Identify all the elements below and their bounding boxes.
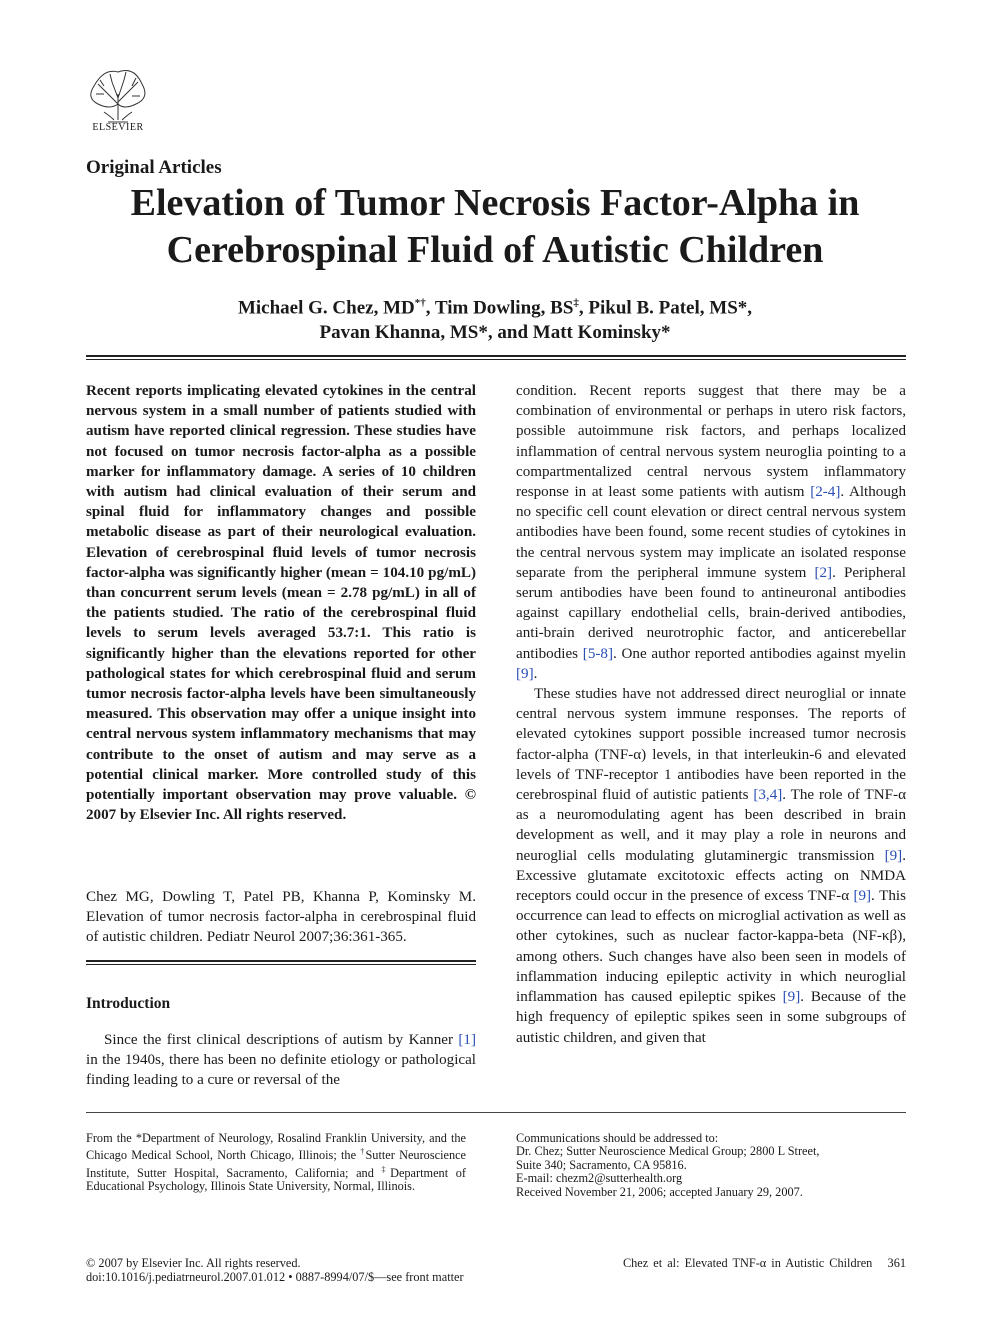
affiliation-mark: † bbox=[360, 1147, 366, 1157]
received-date-line: Received November 21, 2006; accepted January 29, 2007. bbox=[516, 1184, 803, 1199]
abstract-end-rule bbox=[86, 960, 476, 965]
page-number: 361 bbox=[887, 1256, 906, 1270]
author-dowling: , Tim Dowling, BS bbox=[425, 297, 574, 319]
article-title bbox=[60, 180, 930, 274]
section-label: Original Articles bbox=[86, 157, 222, 178]
author-chez: Michael G. Chez, MD bbox=[237, 297, 415, 319]
intro-paragraph: Since the first clinical descriptions of autism by Kanner [1] in the 1940s, there has been no definite etiology or pathological finding leading to a cure or reversal of the bbox=[86, 1032, 476, 1089]
affiliation-mark: *† bbox=[414, 297, 426, 309]
page-footer-left bbox=[86, 1256, 464, 1284]
title-line-2: Cerebrospinal Fluid of Autistic Children bbox=[166, 229, 824, 271]
reference-link[interactable]: [2-4] bbox=[810, 484, 841, 501]
author-patel: , Pikul B. Patel, MS*, bbox=[578, 297, 753, 319]
header-rule bbox=[86, 355, 906, 360]
page-footer-right bbox=[623, 1256, 906, 1270]
correspondence-line: Communications should be addressed to: bbox=[516, 1131, 719, 1145]
doi-line[interactable]: doi:10.1016/j.pediatrneurol.2007.01.012 • 0887-8994/07/$—see front matter bbox=[86, 1270, 464, 1284]
citation-text: Chez MG, Dowling T, Patel PB, Khanna P, Kominsky M. Elevation of tumor necrosis factor-alpha in cerebrospinal fluid of autistic children. Pediatr Neurol 2007;36:361-365. bbox=[86, 889, 476, 946]
reference-link[interactable]: [9] bbox=[853, 888, 872, 905]
affiliations-footnote: From the *Department of Neurology, Rosalind Franklin University, and the Chicago Medical School, North Chicago, Illinois; the †Sutter Neuroscience Institute, Sutter Hospital, Sacramento, California; and ‡Department of Educational Psychology, Illinois State University, Normal, Illinois. bbox=[86, 1131, 467, 1194]
body-paragraph-2: These studies have not addressed direct neuroglial or innate central nervous system immune responses. The reports of elevated cytokines support possible increased tumor necrosis factor-alpha (TNF-α) levels, in that interleukin-6 and elevated levels of TNF-receptor 1 antibodies have been reported in the cerebrospinal fluid of autistic patients [3,4]. The role of TNF-α as a neuromodulating agent has been described in brain development as well, and it may play a role in neurons and neuroglial cells modulating glutaminergic transmission [9]. Excessive glutamate excitotoxic effects acting on NMDA receptors could occur in the presence of excess TNF-α [9]. This occurrence can lead to effects on microglial activation as well as other cytokines, such as nuclear factor-kappa-beta (NF-κβ), among others. Such changes have also been seen in models of inflammation inducing epileptic activity in which neuroglial inflammation has caused epileptic spikes [9]. Because of the high frequency of epileptic spikes seen in some subgroups of autistic children, and given that bbox=[516, 686, 906, 1046]
abstract-text: Recent reports implicating elevated cytokines in the central nervous system in a small number of patients studied with autism have reported clinical regression. These studies have not focused on tumor necrosis factor-alpha as a possible marker for inflammatory damage. A series of 10 children with autism had clinical evaluation of their serum and spinal fluid for inflammatory changes and possible metabolic disease as part of their neurological evaluation. Elevation of cerebrospinal fluid levels of tumor necrosis factor-alpha was significantly higher (mean = 104.10 pg/mL) than concurrent serum levels (mean = 2.78 pg/mL) in all of the patients studied. The ratio of the cerebrospinal fluid levels to serum levels averaged 53.7:1. This ratio is significantly higher than the elevations reported for other pathological states for which cerebrospinal fluid and serum tumor necrosis factor-alpha levels have been simultaneously measured. This observation may offer a unique insight into central nervous system inflammatory mechanisms that may contribute to the onset of autism and may serve as a potential clinical marker. More controlled study of this potentially important observation may prove valuable. © 2007 by Elsevier Inc. All rights reserved. bbox=[86, 383, 476, 824]
abstract bbox=[86, 381, 476, 825]
introduction-heading: Introduction bbox=[86, 995, 171, 1012]
body-right-column bbox=[516, 381, 906, 1048]
correspondence-line: Dr. Chez; Sutter Neuroscience Medical Group; 2800 L Street, bbox=[516, 1144, 820, 1159]
footnote-rule bbox=[86, 1112, 906, 1113]
author-khanna-kominsky: Pavan Khanna, MS*, and Matt Kominsky* bbox=[319, 322, 671, 344]
title-line-1: Elevation of Tumor Necrosis Factor-Alpha in bbox=[130, 182, 860, 224]
publisher-name: ELSEVIER bbox=[92, 122, 144, 133]
reference-link[interactable]: [2] bbox=[814, 564, 833, 581]
reference-link[interactable]: [3,4] bbox=[753, 787, 783, 804]
citation bbox=[86, 887, 476, 948]
email-line[interactable]: E-mail: chezm2@sutterhealth.org bbox=[516, 1171, 683, 1186]
copyright-notice: © 2007 by Elsevier Inc. All rights reserved. bbox=[86, 1256, 301, 1270]
correspondence-footnote bbox=[516, 1132, 906, 1199]
author-list bbox=[60, 291, 930, 345]
reference-link[interactable]: [9] bbox=[884, 847, 903, 864]
affiliation-mark: ‡ bbox=[573, 297, 579, 309]
running-head: Chez et al: Elevated TNF-α in Autistic Children bbox=[622, 1256, 873, 1270]
reference-link[interactable]: [5-8] bbox=[582, 645, 613, 662]
correspondence-line: Suite 340; Sacramento, CA 95816. bbox=[516, 1157, 687, 1172]
introduction-body bbox=[86, 1030, 476, 1091]
reference-link[interactable]: [9] bbox=[516, 665, 534, 682]
affiliation-mark: ‡ bbox=[381, 1164, 391, 1174]
reference-link[interactable]: [9] bbox=[782, 989, 801, 1006]
reference-link[interactable]: [1] bbox=[458, 1032, 476, 1048]
body-paragraph-1: condition. Recent reports suggest that there may be a combination of environmental or perhaps in utero risk factors, possible autoimmune risk factors, and perhaps localized inflammation of central nervous system neuroglia pointing to a compartmentalized central nervous system inflammatory response in at least some patients with autism [2-4]. Although no specific cell count elevation or direct central nervous system antibodies have been found, some recent studies of cytokines in the central nervous system may implicate an isolated response separate from the peripheral immune system [2]. Peripheral serum antibodies have been found to antineuronal antibodies against capillary endothelial cells, brain-derived antibodies, anti-brain derived neurotrophic factor, and anticerebellar antibodies [5-8]. One author reported antibodies against myelin [9]. bbox=[516, 383, 906, 682]
